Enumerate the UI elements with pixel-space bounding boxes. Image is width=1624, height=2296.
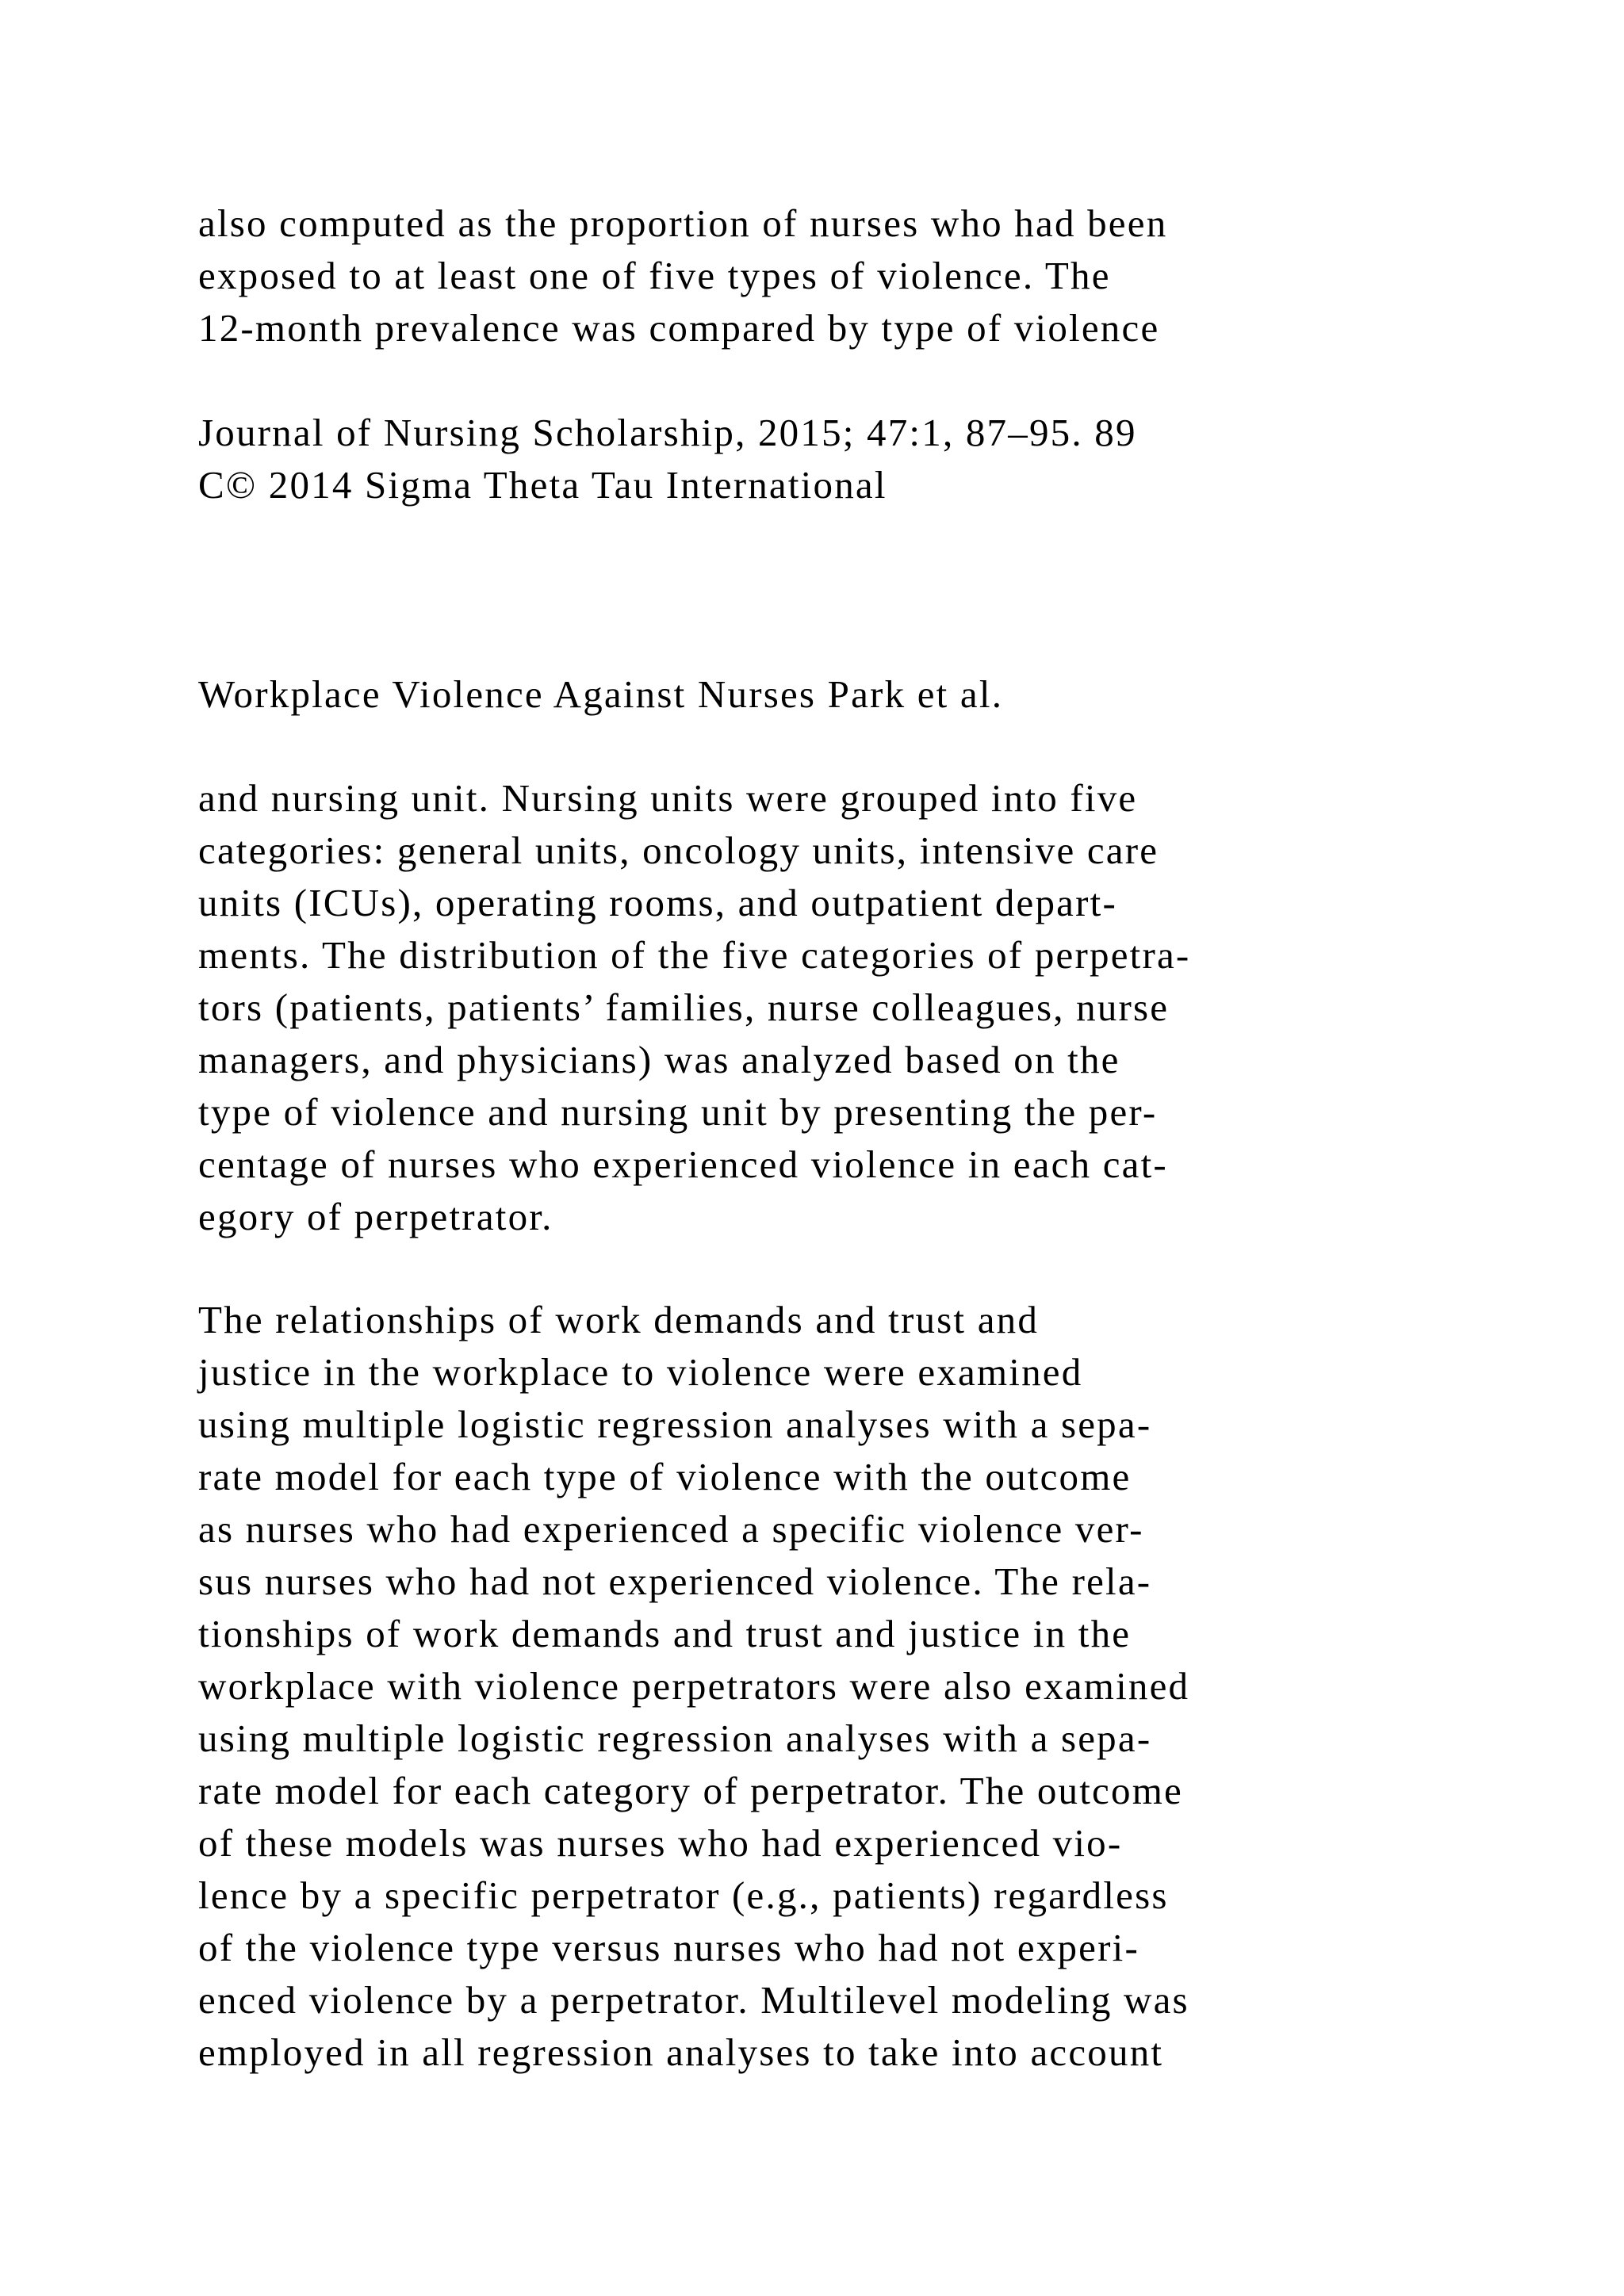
- text-line: of these models was nurses who had experienced vio-: [198, 1821, 1123, 1865]
- running-head: Workplace Violence Against Nurses Park et al.: [198, 672, 1004, 716]
- text-line: and nursing unit. Nursing units were grouped into five: [198, 776, 1138, 820]
- body-paragraph-1: [198, 772, 1190, 1243]
- text-line: 12-month prevalence was compared by type of violence: [198, 306, 1160, 350]
- text-line: units (ICUs), operating rooms, and outpatient depart-: [198, 881, 1117, 924]
- text-line: employed in all regression analyses to take into account: [198, 2030, 1164, 2074]
- text-line: justice in the workplace to violence were examined: [198, 1350, 1083, 1394]
- copyright-notice: C© 2014 Sigma Theta Tau International: [198, 463, 887, 507]
- text-line: as nurses who had experienced a specific violence ver-: [198, 1507, 1144, 1551]
- text-line: also computed as the proportion of nurses who had been: [198, 201, 1168, 245]
- text-line: workplace with violence perpetrators were also examined: [198, 1664, 1190, 1708]
- text-line: ments. The distribution of the five categories of perpetra-: [198, 933, 1191, 977]
- body-paragraph-2: [198, 1294, 1189, 2079]
- text-line: enced violence by a perpetrator. Multilevel modeling was: [198, 1978, 1189, 2022]
- page-footer: [198, 407, 1137, 511]
- journal-citation: Journal of Nursing Scholarship, 2015; 47:1, 87–95. 89: [198, 411, 1137, 454]
- text-line: rate model for each type of violence with the outcome: [198, 1455, 1132, 1498]
- top-paragraph: [198, 197, 1167, 354]
- text-line: using multiple logistic regression analyses with a sepa-: [198, 1716, 1152, 1760]
- text-line: using multiple logistic regression analyses with a sepa-: [198, 1402, 1152, 1446]
- text-line: tionships of work demands and trust and justice in the: [198, 1612, 1132, 1655]
- text-line: sus nurses who had not experienced violence. The rela-: [198, 1559, 1152, 1603]
- page-header: [198, 668, 1003, 721]
- text-line: tors (patients, patients’ families, nurse colleagues, nurse: [198, 985, 1170, 1029]
- text-line: of the violence type versus nurses who had not experi-: [198, 1926, 1139, 1969]
- text-line: rate model for each category of perpetrator. The outcome: [198, 1769, 1183, 1812]
- text-line: centage of nurses who experienced violence in each cat-: [198, 1142, 1168, 1186]
- text-line: type of violence and nursing unit by presenting the per-: [198, 1090, 1158, 1134]
- text-line: categories: general units, oncology units, intensive care: [198, 828, 1159, 872]
- text-line: managers, and physicians) was analyzed based on the: [198, 1038, 1120, 1081]
- text-line: The relationships of work demands and trust and: [198, 1298, 1040, 1341]
- text-line: lence by a specific perpetrator (e.g., patients) regardless: [198, 1873, 1169, 1917]
- text-line: exposed to at least one of five types of violence. The: [198, 254, 1111, 297]
- text-line: egory of perpetrator.: [198, 1195, 553, 1238]
